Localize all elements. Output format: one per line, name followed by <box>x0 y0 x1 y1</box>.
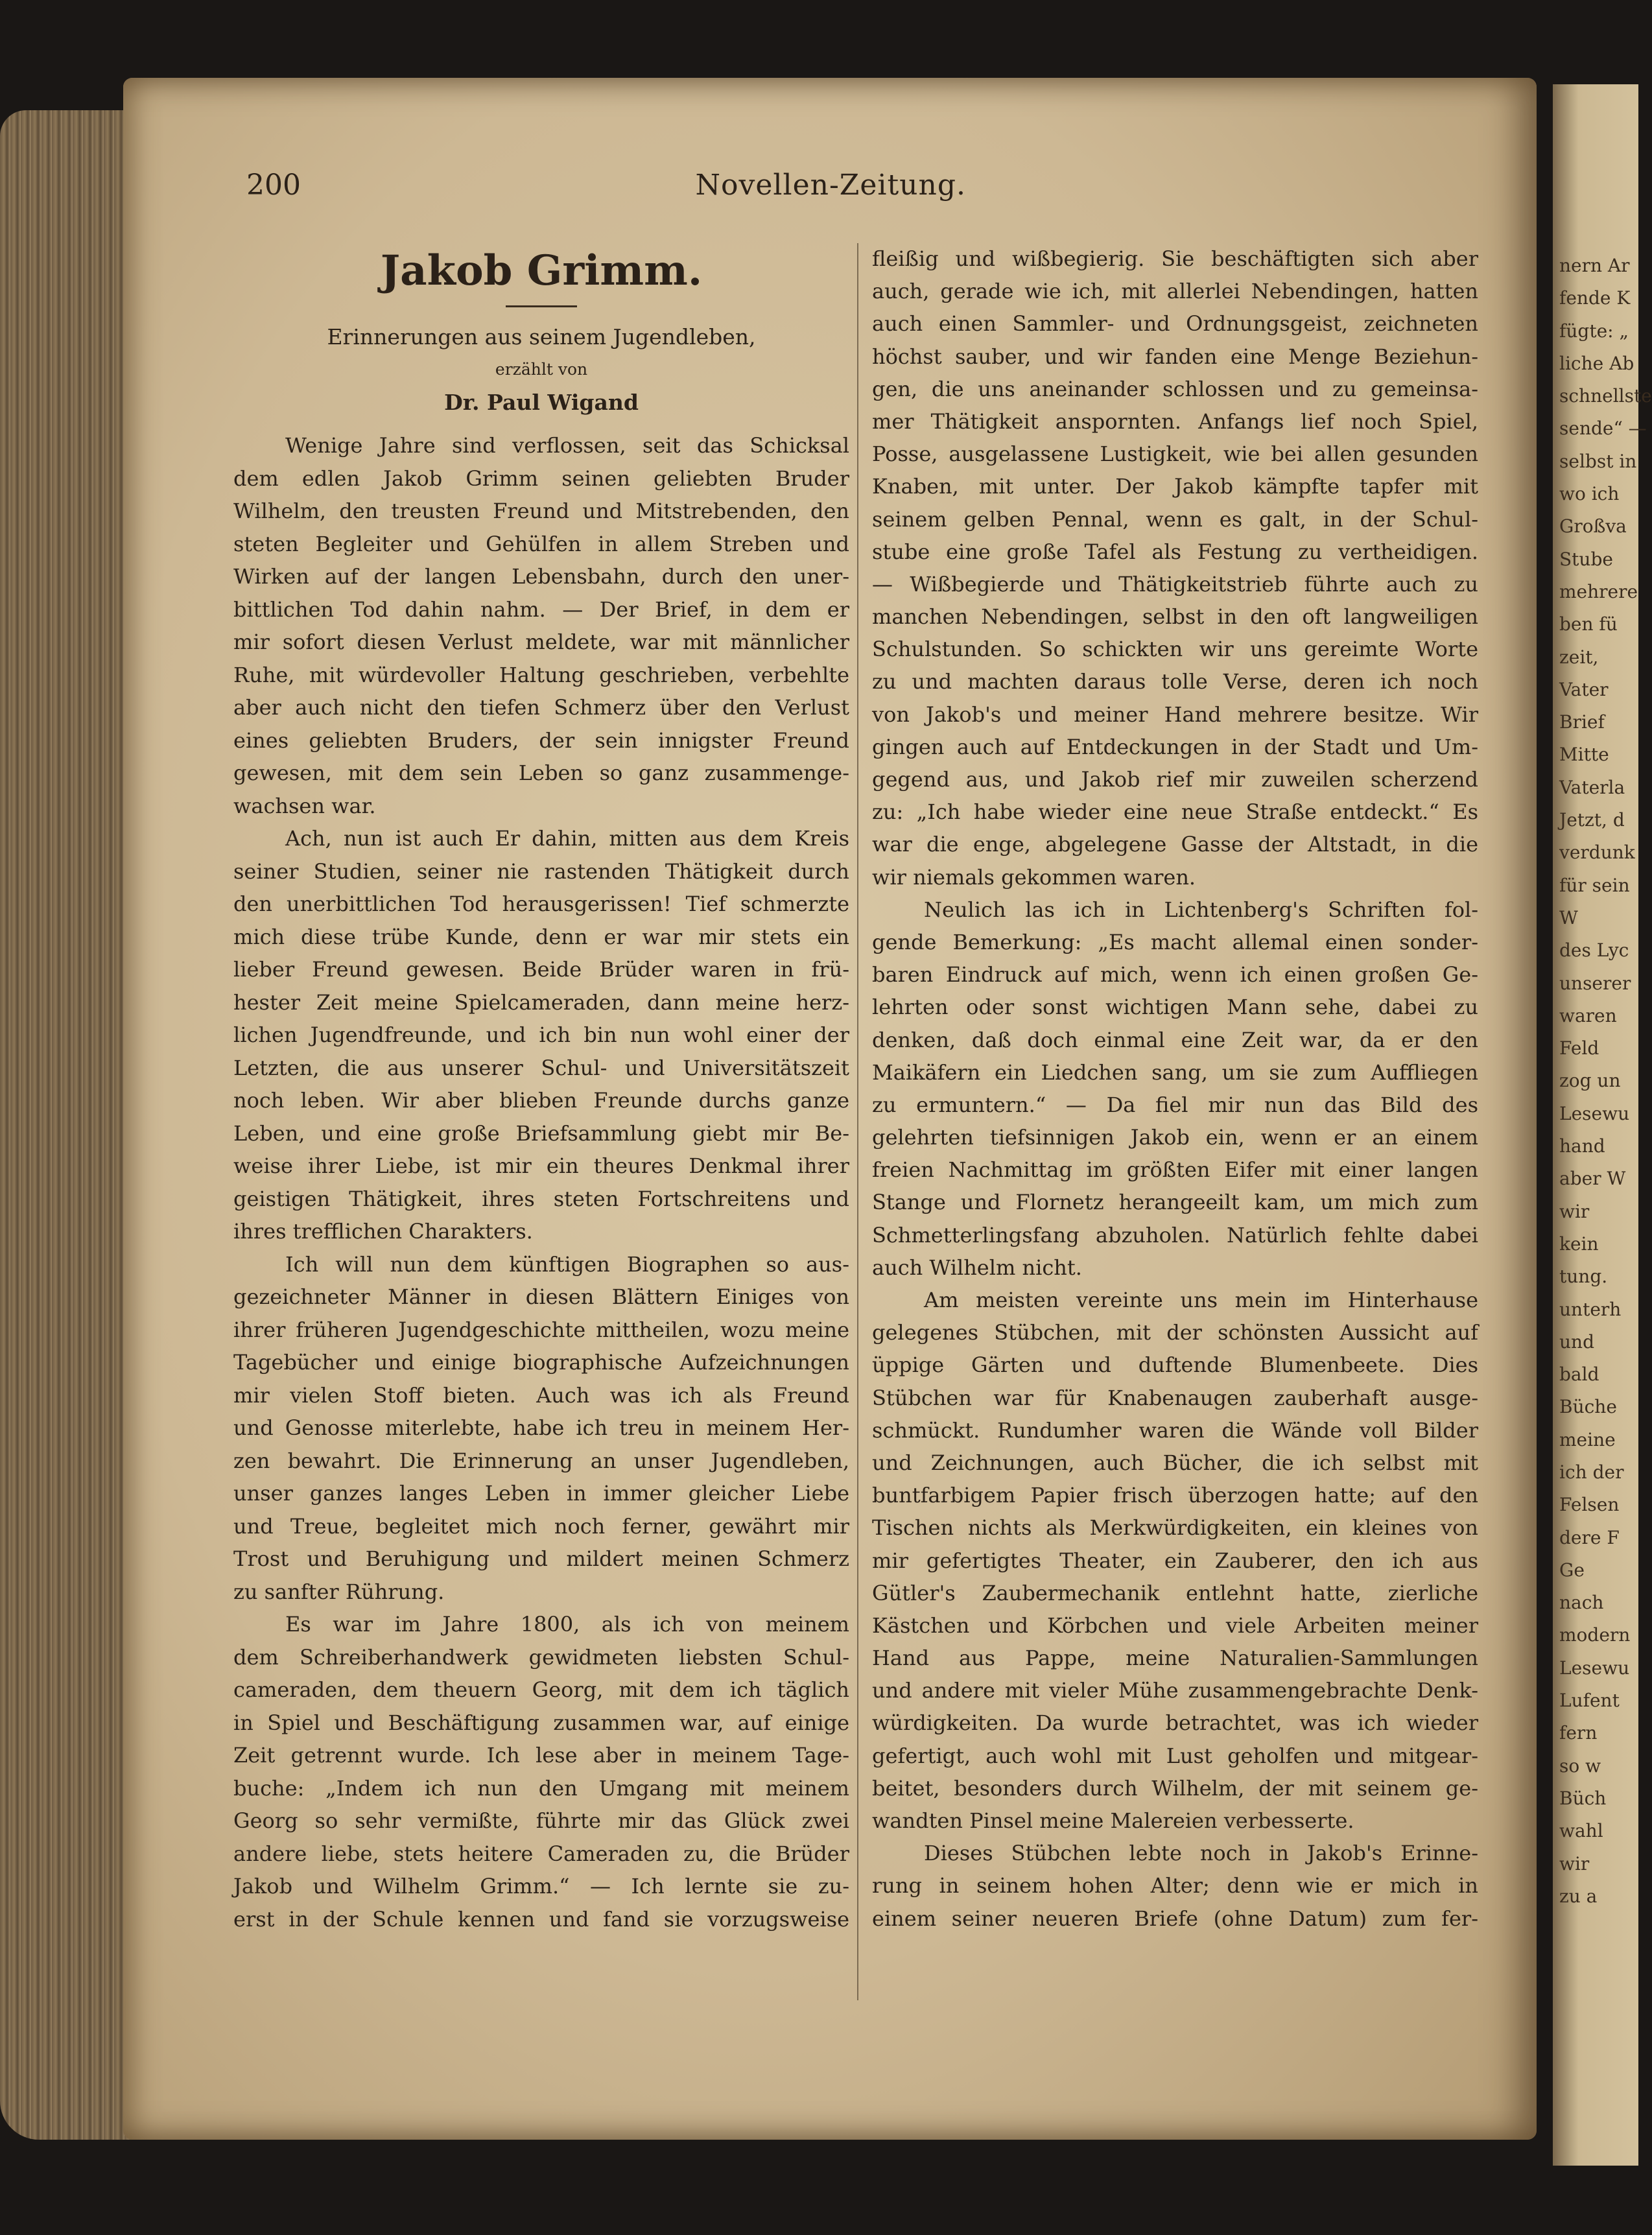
text-line: und Genosse miterlebte, habe ich treu in meinem Her- <box>233 1415 849 1440</box>
facing-page-line: nern Ar <box>1559 255 1630 276</box>
text-line: Dieses Stübchen lebte noch in Jakob's Erinne- <box>924 1841 1478 1866</box>
text-line: Jakob und Wilhelm Grimm.“ — Ich lernte sie zu- <box>233 1874 849 1898</box>
byline-prefix: erzählt von <box>495 360 588 379</box>
text-line: Zeit getrennt wurde. Ich lese aber in meinem Tage- <box>233 1743 849 1768</box>
facing-page-line: des Lyc <box>1559 940 1629 962</box>
facing-page-line: verdunk <box>1559 842 1635 864</box>
text-line: schmückt. Rundumher waren die Wände voll Bilder <box>872 1417 1478 1443</box>
text-line: gingen auch auf Entdeckungen in der Stadt und Um- <box>872 734 1478 759</box>
facing-page-line: zu a <box>1559 1885 1598 1907</box>
text-line: Knaben, mit unter. Der Jakob kämpfte tapfer mit <box>872 474 1478 499</box>
facing-page-line: Büch <box>1559 1787 1607 1809</box>
text-line: Stange und Flornetz herangeeilt kam, um mich zum <box>872 1190 1478 1215</box>
facing-page-line: wir <box>1559 1852 1590 1874</box>
text-line: noch leben. Wir aber blieben Freunde durchs ganze <box>233 1088 849 1113</box>
text-line: Maikäfern ein Liedchen sang, um sie zum Auffliegen <box>872 1059 1478 1085</box>
facing-page-line: dere F <box>1559 1526 1620 1548</box>
facing-page-line: Felsen <box>1559 1494 1620 1516</box>
text-line: Posse, ausgelassene Lustigkeit, wie bei allen gesunden <box>872 442 1478 467</box>
text-line: hester Zeit meine Spielcameraden, dann meine herz- <box>233 989 849 1015</box>
text-line: den unerbittlichen Tod herausgerissen! Tief schmerzte <box>233 892 849 916</box>
facing-page-line: hand <box>1559 1135 1605 1157</box>
text-line: Trost und Beruhigung und mildert meinen Schmerz <box>233 1546 849 1571</box>
text-line: baren Eindruck auf mich, wenn ich einen großen Ge- <box>872 962 1478 987</box>
text-line: rung in seinem hohen Alter; denn wie er mich in <box>872 1873 1478 1898</box>
text-line: mir sofort diesen Verlust meldete, war mit männlicher <box>233 630 849 654</box>
text-line: lichen Jugendfreunde, und ich bin nun wohl einer der <box>233 1023 849 1047</box>
facing-page-line: aber W <box>1559 1168 1626 1190</box>
text-line: andere liebe, stets heitere Cameraden zu, die Brüder <box>233 1841 849 1866</box>
page-header <box>246 169 966 207</box>
text-line: freien Nachmittag im größten Eifer mit einer langen <box>872 1157 1478 1183</box>
facing-page-line: schnellste <box>1559 385 1652 407</box>
text-line: gewesen, mit dem sein Leben so ganz zusammenge- <box>233 761 849 785</box>
text-line: Wenige Jahre sind verflossen, seit das Schicksal <box>285 433 849 458</box>
facing-page-line: fern <box>1559 1722 1598 1744</box>
facing-page-line: ich der <box>1559 1461 1624 1483</box>
facing-page-line: wir <box>1559 1200 1590 1222</box>
text-line: Wirken auf der langen Lebensbahn, durch den uner- <box>233 564 849 589</box>
text-line: mir gefertigtes Theater, ein Zauberer, den ich aus <box>872 1548 1478 1573</box>
article-author: Dr. Paul Wigand <box>444 390 639 415</box>
text-line: Ruhe, mit würdevoller Haltung geschrieben, verbehlte <box>233 662 849 687</box>
facing-page-line: sende“ — <box>1559 418 1647 440</box>
text-line: cameraden, dem theuern Georg, mit dem ich täglich <box>233 1677 849 1702</box>
text-line: gelegenes Stübchen, mit der schönsten Aussicht auf <box>872 1320 1478 1345</box>
facing-page-text <box>1553 250 1652 1913</box>
facing-page-line: selbst in <box>1559 450 1637 472</box>
text-line: auch, gerade wie ich, mit allerlei Nebendingen, hatten <box>872 279 1478 304</box>
facing-page-line: unterh <box>1559 1298 1622 1320</box>
facing-page-line: so w <box>1559 1755 1601 1777</box>
text-line: in Spiel und Beschäftigung zusammen war, auf einige <box>233 1710 849 1735</box>
article-title: Jakob Grimm. <box>380 246 703 295</box>
page-number: 200 <box>246 169 301 202</box>
text-line: stube eine große Tafel als Festung zu vertheidigen. <box>872 539 1478 564</box>
facing-page-line: kein <box>1559 1233 1599 1255</box>
text-line: Schulstunden. So schickten wir uns gereimte Worte <box>872 637 1478 662</box>
text-line: Ich will nun dem künftigen Biographen so aus- <box>285 1251 849 1277</box>
text-line: höchst sauber, und wir fanden eine Menge Beziehun- <box>872 344 1478 369</box>
text-line: war die enge, abgelegene Gasse der Altstadt, in die <box>872 832 1478 857</box>
book-page-edges <box>0 110 136 2140</box>
text-line: und Zeichnungen, auch Bücher, die ich selbst mit <box>872 1450 1478 1475</box>
text-line: und andere mit vieler Mühe zusammengebrachte Denk- <box>872 1678 1478 1703</box>
text-line: wachsen war. <box>233 793 376 818</box>
facing-page-line: waren <box>1559 1004 1617 1026</box>
text-line: lehrten oder sonst wichtigen Mann sehe, dabei zu <box>872 995 1478 1020</box>
text-line: Ach, nun ist auch Er dahin, mitten aus dem Kreis <box>285 826 849 851</box>
facing-page-line: Lesewu <box>1559 1102 1630 1124</box>
text-line: mir vielen Stoff bieten. Auch was ich als Freund <box>233 1382 849 1408</box>
text-line: weise ihrer Liebe, ist mir ein theures Denkmal ihrer <box>233 1153 849 1178</box>
facing-page-line: Brief <box>1559 711 1605 733</box>
text-line: erst in der Schule kennen und fand sie vorzugsweise <box>233 1906 849 1932</box>
text-line: Wilhelm, den treusten Freund und Mitstrebenden, den <box>233 499 849 523</box>
text-line: bittlichen Tod dahin nahm. — Der Brief, in dem er <box>233 597 849 622</box>
text-line: Gütler's Zaubermechanik entlehnt hatte, zierliche <box>872 1580 1478 1605</box>
facing-page-line: bald <box>1559 1364 1599 1386</box>
running-head: Novellen-Zeitung. <box>695 169 966 202</box>
facing-page-line: meine <box>1559 1428 1616 1450</box>
text-line: eines geliebten Bruders, der sein innigster Freund <box>233 727 849 753</box>
facing-page-line: Feld <box>1559 1037 1599 1059</box>
text-line: buche: „Indem ich nun den Umgang mit meinem <box>233 1775 849 1801</box>
facing-page-line: zeit, <box>1559 646 1599 668</box>
facing-page-line: Stube <box>1559 548 1613 570</box>
text-line: denken, daß doch einmal eine Zeit war, da er den <box>872 1027 1478 1052</box>
text-line: gelehrten tiefsinnigen Jakob ein, wenn er an einem <box>872 1125 1478 1150</box>
facing-page-line: wo ich <box>1559 483 1620 505</box>
text-line: gende Bemerkung: „Es macht allemal einen sonder- <box>872 929 1478 954</box>
text-line: fleißig und wißbegierig. Sie beschäftigten sich aber <box>872 246 1478 271</box>
facing-page-line: und <box>1559 1330 1594 1353</box>
text-line: Georg so sehr vermißte, führte mir das Glück zwei <box>233 1808 849 1833</box>
text-line: ihres trefflichen Charakters. <box>233 1219 533 1244</box>
article-subtitle: Erinnerungen aus seinem Jugendleben, <box>327 324 756 349</box>
text-line: mich diese trübe Kunde, denn er war mir stets ein <box>233 924 849 949</box>
text-line: zu: „Ich habe wieder eine neue Straße entdeckt.“ Es <box>872 799 1478 825</box>
text-line: einem seiner neueren Briefe (ohne Datum) zum fer- <box>872 1906 1478 1931</box>
text-line: seiner Studien, seiner nie rastenden Thätigkeit durch <box>233 858 849 884</box>
text-line: wir niemals gekommen waren. <box>872 864 1196 890</box>
left-column-text <box>233 429 849 1935</box>
text-line: mer Thätigkeit anspornten. Anfangs lief noch Spiel, <box>872 408 1478 434</box>
text-line: steten Begleiter und Gehülfen in allem Streben und <box>233 531 849 556</box>
facing-page-line: Mitte <box>1559 744 1609 766</box>
facing-page-line: wahl <box>1559 1820 1603 1842</box>
text-line: Es war im Jahre 1800, als ich von meinem <box>285 1612 849 1637</box>
facing-page-line: fende K <box>1559 287 1631 309</box>
facing-page <box>1553 84 1652 2166</box>
right-column-text <box>872 242 1478 1935</box>
text-line: Hand aus Pappe, meine Naturalien-Sammlungen <box>872 1646 1478 1671</box>
facing-page-line: Jetzt, d <box>1559 809 1625 831</box>
text-line: gen, die uns aneinander schlossen und zu gemeinsa- <box>872 376 1478 401</box>
text-line: Stübchen war für Knabenaugen zauberhaft ausge- <box>872 1385 1478 1410</box>
text-line: Schmetterlingsfang abzuholen. Natürlich fehlte dabei <box>872 1222 1478 1248</box>
text-line: auch Wilhelm nicht. <box>872 1255 1082 1280</box>
text-line: von Jakob's und meiner Hand mehrere besitze. Wir <box>872 702 1478 727</box>
facing-page-line: für sein <box>1559 874 1630 896</box>
text-line: Leben, und eine große Briefsammlung giebt mir Be- <box>233 1120 849 1146</box>
text-line: — Wißbegierde und Thätigkeitstrieb führte auch zu <box>872 571 1478 597</box>
text-line: geistigen Thätigkeit, ihres steten Fortschreitens und <box>233 1186 849 1211</box>
facing-page-line: unserer <box>1559 972 1631 994</box>
text-line: aber auch nicht den tiefen Schmerz über den Verlust <box>233 695 849 720</box>
facing-page-line: Vater <box>1559 678 1609 700</box>
text-line: seinem gelben Pennal, wenn es galt, in der Schul- <box>872 506 1478 532</box>
text-line: gezeichneter Männer in diesen Blättern Einiges von <box>233 1284 849 1309</box>
text-line: gefertigt, auch wohl mit Lust geholfen und mitgear- <box>872 1743 1478 1768</box>
facing-page-line: liche Ab <box>1559 352 1634 374</box>
text-line: auch einen Sammler- und Ordnungsgeist, zeichneten <box>872 311 1478 337</box>
facing-page-line: W <box>1559 906 1578 928</box>
text-line: Letzten, die aus unserer Schul- und Universitätszeit <box>233 1055 849 1080</box>
title-rule <box>506 305 577 307</box>
facing-page-line: Vaterla <box>1559 776 1625 798</box>
text-line: zu sanfter Rührung. <box>233 1579 445 1604</box>
facing-page-line: mehrere <box>1559 580 1638 602</box>
facing-page-line: tung. <box>1559 1266 1608 1288</box>
text-line: Tischen nichts als Merkwürdigkeiten, ein kleines von <box>872 1515 1478 1541</box>
facing-page-line: Lufent <box>1559 1690 1620 1712</box>
text-line: unser ganzes langes Leben in immer gleicher Liebe <box>233 1481 849 1506</box>
text-line: zu und machten daraus tolle Verse, deren ich noch <box>872 669 1478 694</box>
text-line: Tagebücher und einige biographische Aufzeichnungen <box>233 1350 849 1375</box>
text-line: manchen Nebendingen, selbst in den oft langweiligen <box>872 604 1478 630</box>
text-line: lieber Freund gewesen. Beide Brüder waren in frü- <box>233 957 849 982</box>
text-line: Am meisten vereinte uns mein im Hinterhause <box>924 1288 1478 1312</box>
facing-page-line: zog un <box>1559 1070 1621 1092</box>
facing-page-line: modern <box>1559 1624 1631 1646</box>
text-line: zu ermuntern.“ — Da fiel mir nun das Bild des <box>872 1092 1478 1117</box>
column-divider <box>857 243 858 2000</box>
text-line: zen bewahrt. Die Erinnerung an unser Jugendleben, <box>233 1448 849 1473</box>
text-line: würdigkeiten. Da wurde betrachtet, was ich wieder <box>872 1710 1478 1736</box>
facing-page-line: Büche <box>1559 1396 1617 1418</box>
facing-page-line: Ge <box>1559 1559 1585 1581</box>
text-line: ihrer früheren Jugendgeschichte mittheilen, wozu meine <box>233 1317 849 1342</box>
left-column <box>233 240 849 1935</box>
text-line: Neulich las ich in Lichtenberg's Schriften fol- <box>924 897 1478 922</box>
facing-page-line: nach <box>1559 1592 1604 1614</box>
text-line: dem edlen Jakob Grimm seinen geliebten Bruder <box>233 466 849 491</box>
text-line: und Treue, begleitet mich noch ferner, gewährt mir <box>233 1513 849 1539</box>
right-column <box>872 242 1478 1935</box>
facing-page-line: ben fü <box>1559 613 1618 635</box>
text-line: dem Schreiberhandwerk gewidmeten liebsten Schul- <box>233 1644 849 1670</box>
facing-page-line: Großva <box>1559 515 1627 538</box>
text-line: buntfarbigem Papier frisch überzogen hatte; auf den <box>872 1483 1478 1508</box>
facing-page-line: Lesewu <box>1559 1657 1630 1679</box>
facing-page-line: fügte: „ <box>1559 320 1629 342</box>
text-line: beitet, besonders durch Wilhelm, der mit seinem ge- <box>872 1775 1478 1801</box>
text-line: gegend aus, und Jakob rief mir zuweilen scherzend <box>872 767 1478 792</box>
text-line: üppige Gärten und duftende Blumenbeete. Dies <box>872 1353 1478 1378</box>
text-line: wandten Pinsel meine Malereien verbesserte. <box>872 1808 1354 1833</box>
text-line: Kästchen und Körbchen und viele Arbeiten meiner <box>872 1613 1478 1638</box>
